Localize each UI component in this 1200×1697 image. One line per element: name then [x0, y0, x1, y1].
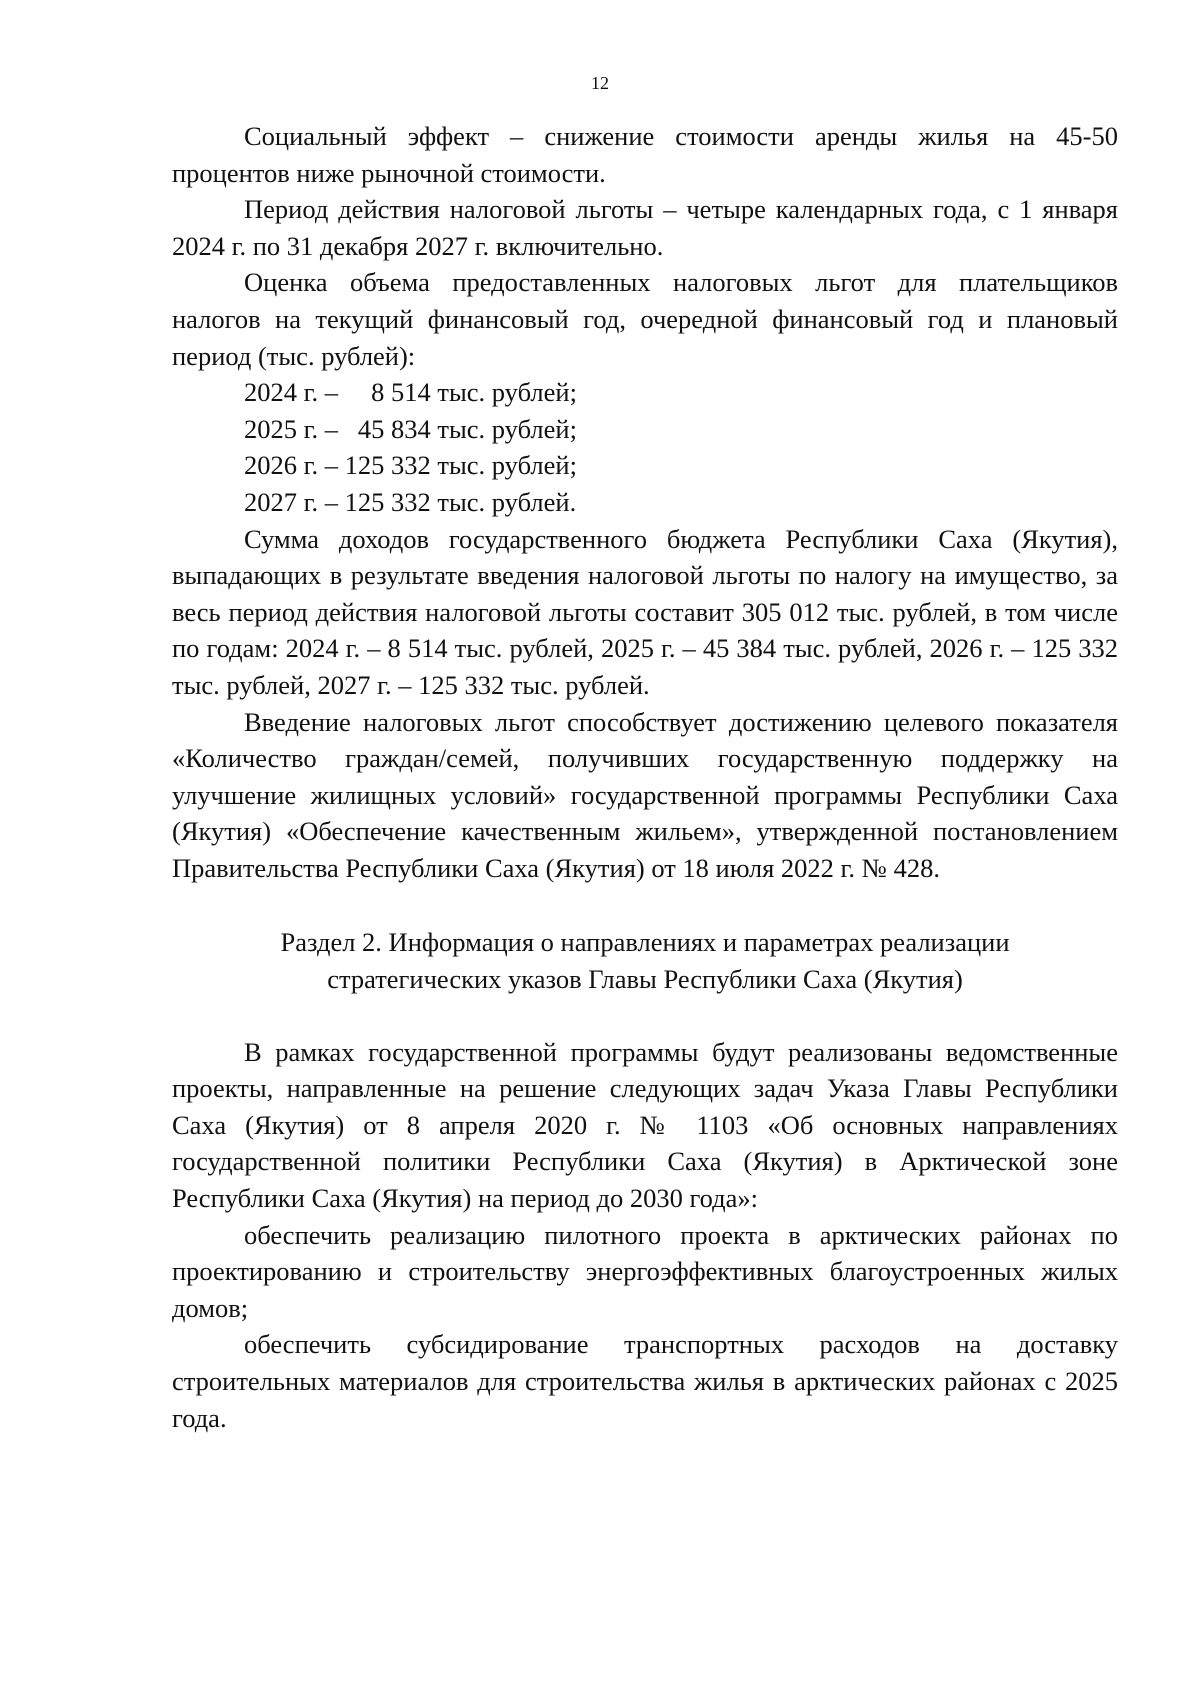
paragraph-arctic-decree: В рамках государственной программы будут реализованы ведомственные проекты, направленные на решение следующих задач Указа Главы Республики Саха (Якутия) от 8 апреля 2020 г. № 1103 «Об основных направлениях государственной политики Республики Саха (Якутия) в Арктической зоне Республики Саха (Якутия) на период до 2030 года»: — [172, 1036, 1118, 1214]
estimate-item-2027: 2027 г. – 125 332 тыс. рублей. — [244, 486, 577, 517]
paragraph-budget-loss: Сумма доходов государственного бюджета Республики Саха (Якутия), выпадающих в результате введения налоговой льготы по налогу на имущество, за весь период действия налоговой льготы составит 305 012 тыс. рублей, в том числе по годам: 2024 г. – 8 514 тыс. рублей, 2025 г. – 45 384 тыс. рублей, 2026 г. – 125 332 тыс. рублей, 2027 г. – 125 332 тыс. рублей. — [172, 523, 1118, 700]
section-heading-line-1: Раздел 2. Информация о направлениях и параметрах реализации — [280, 927, 1010, 958]
paragraph-target-indicator: Введение налоговых льгот способствует достижению целевого показателя «Количество граждан/семей, получивших государственную поддержку на улучшение жилищных условий» государственной программы Республики Саха (Якутия) «Обеспечение качественным жильем», утвержденной постановлением Правительства Республики Саха (Якутия) от 18 июля 2022 г. № 428. — [172, 706, 1118, 883]
paragraph-social-effect: Социальный эффект – снижение стоимости аренды жилья на 45-50 процентов ниже рыночной стоимости. — [172, 121, 1118, 188]
paragraph-transport-subsidy: обеспечить субсидирование транспортных расходов на доставку строительных материалов для строительства жилья в арктических районах с 2025 года. — [172, 1329, 1118, 1433]
document-body — [172, 118, 1118, 1436]
section-heading — [172, 924, 1118, 997]
paragraph-benefit-estimate: Оценка объема предоставленных налоговых льгот для плательщиков налогов на текущий финансовый год, очередной финансовый год и плановый период (тыс. рублей): — [172, 267, 1118, 371]
paragraph-benefit-period: Период действия налоговой льготы – четыре календарных года, с 1 января 2024 г. по 31 декабря 2027 г. включительно. — [172, 194, 1118, 261]
estimate-item-2024: 2024 г. – 8 514 тыс. рублей; — [244, 377, 577, 408]
section-heading-line-2: стратегических указов Главы Республики Саха (Якутия) — [327, 964, 963, 995]
page-number: 12 — [591, 73, 609, 93]
estimate-item-2025: 2025 г. – 45 834 тыс. рублей; — [244, 413, 577, 444]
estimate-item-2026: 2026 г. – 125 332 тыс. рублей; — [244, 450, 577, 481]
paragraph-pilot-project: обеспечить реализацию пилотного проекта в арктических районах по проектированию и строительству энергоэффективных благоустроенных жилых домов; — [172, 1219, 1118, 1323]
